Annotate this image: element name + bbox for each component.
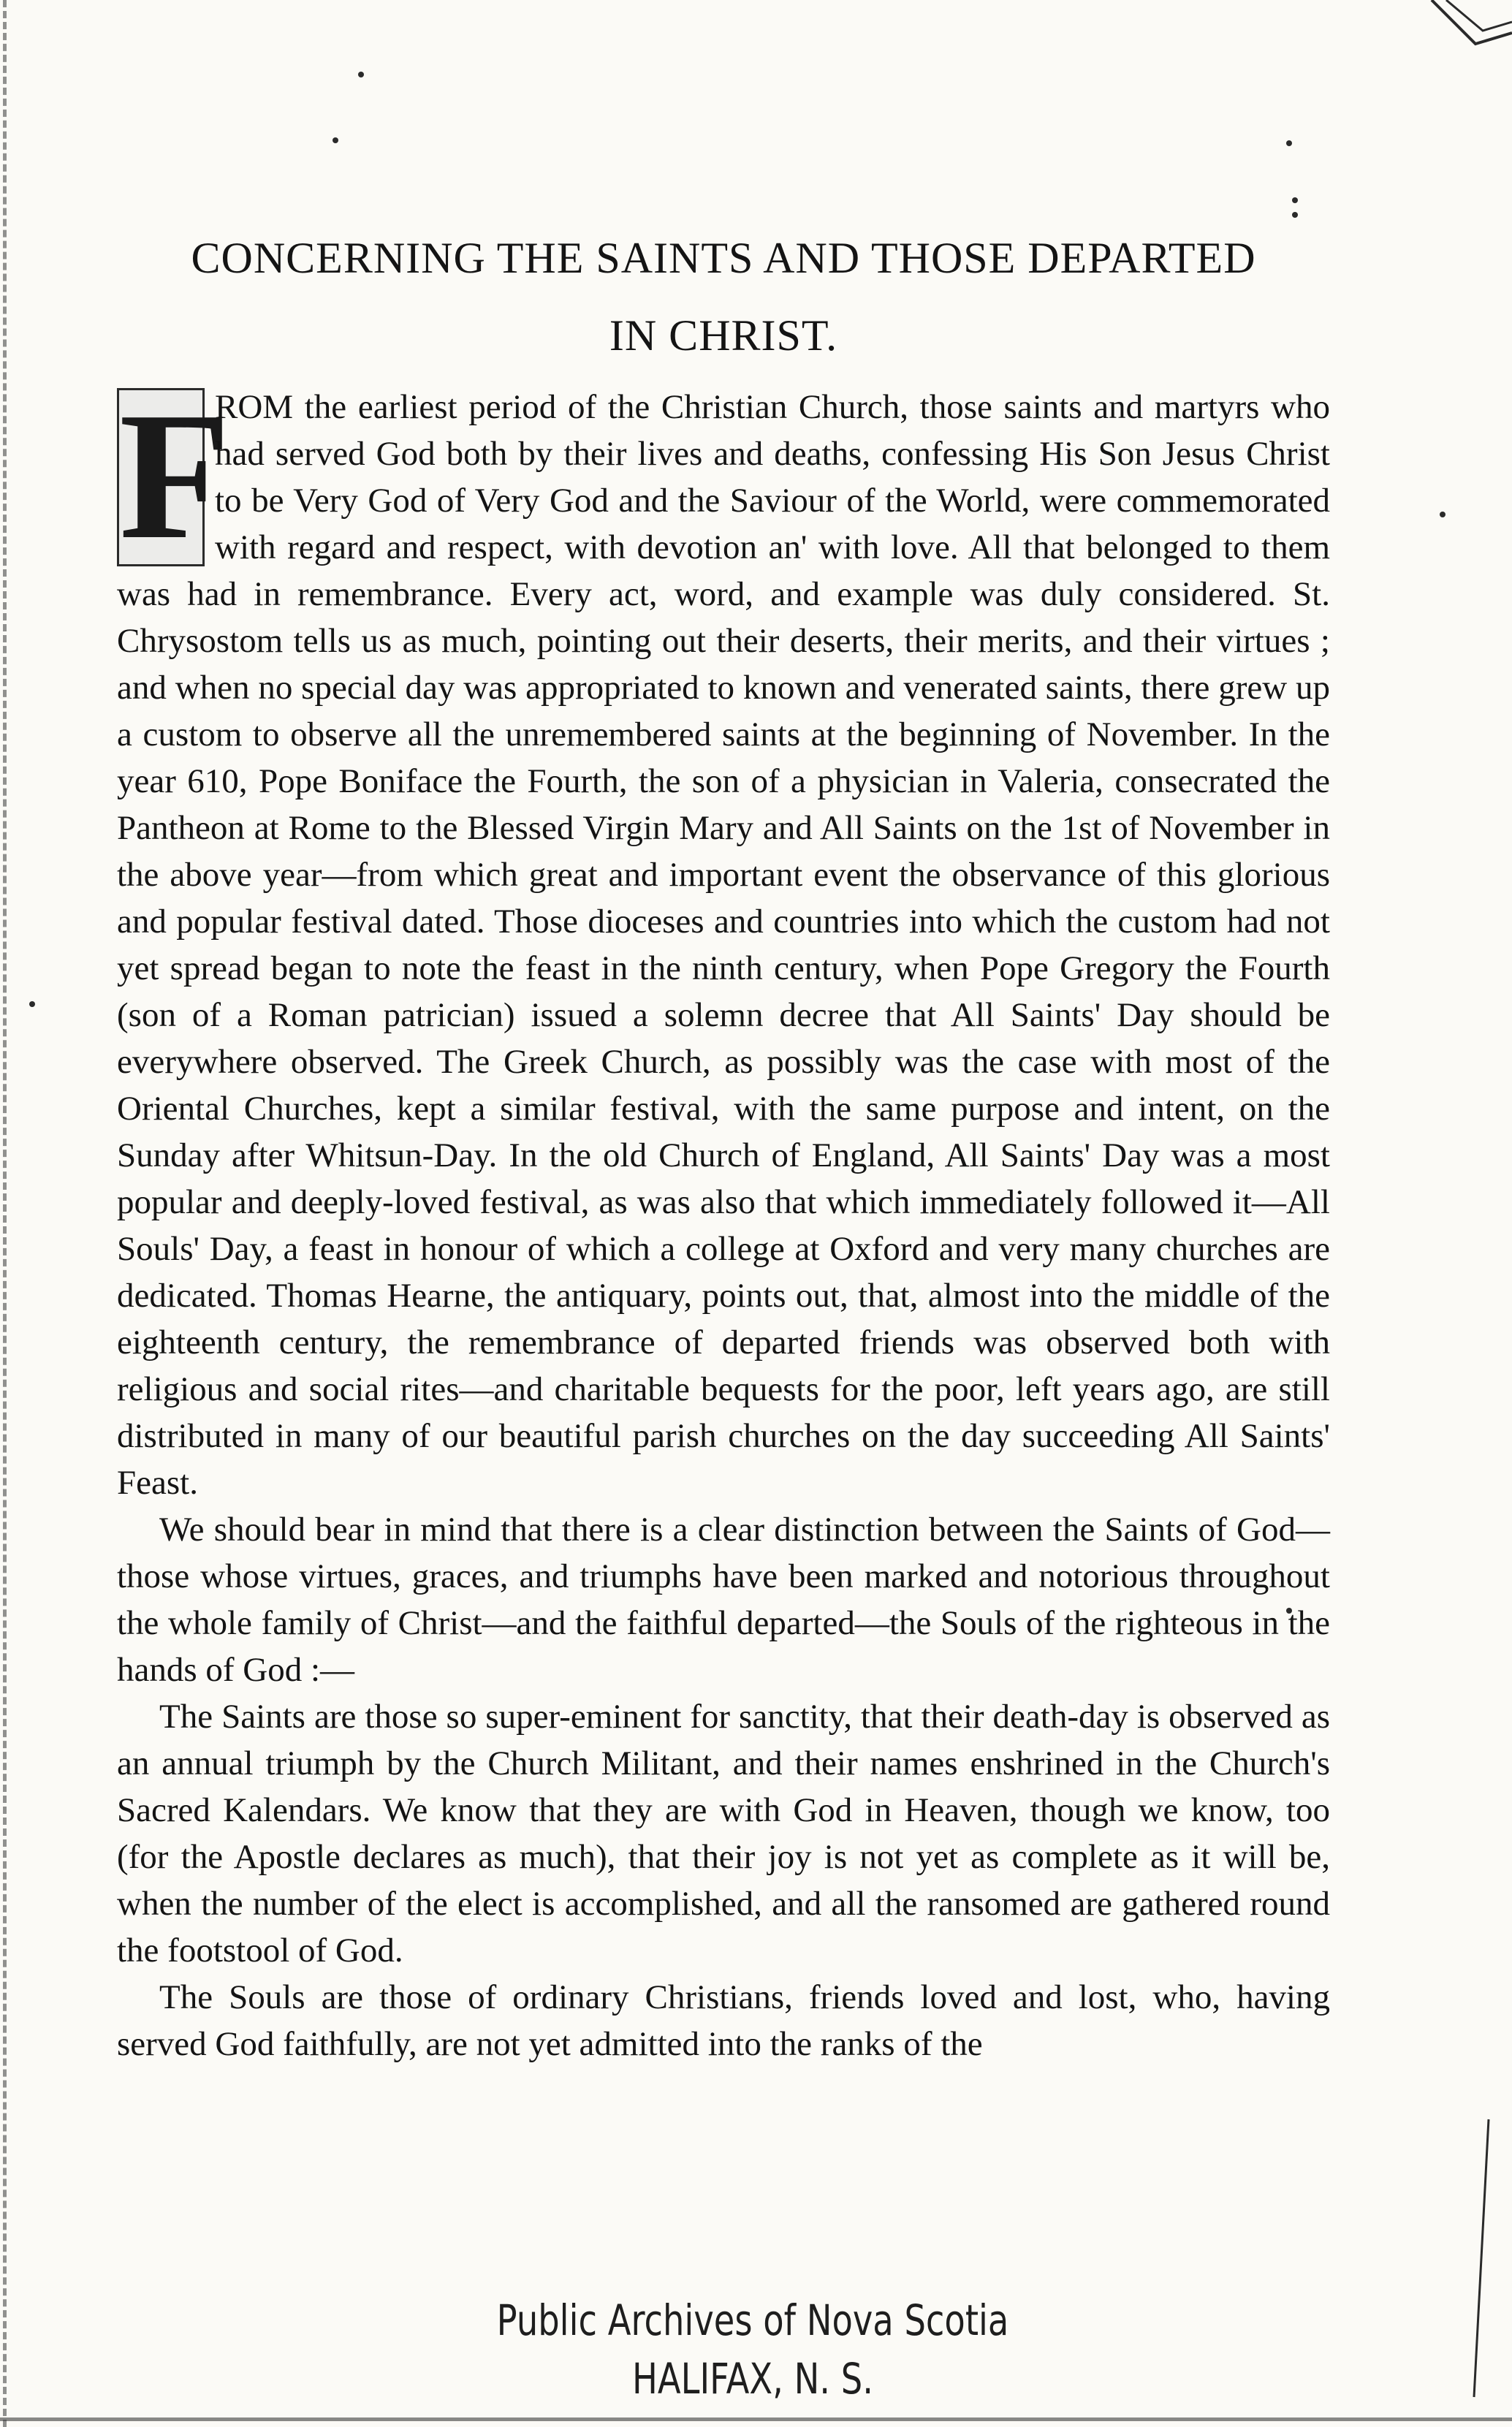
speck	[1286, 140, 1292, 146]
page-edge-left	[3, 0, 17, 2427]
paragraph-2: We should bear in mind that there is a clear distinction between the Saints of God—those whose virtues, graces, and triumphs have been marked and notorious throughout the whole family of Christ—and the faithful departed—the Souls of the righteous in the hands of God :—	[117, 1511, 1330, 1689]
stamp-line-2: HALIFAX, N. S.	[631, 2354, 874, 2404]
article-body	[117, 375, 1330, 2067]
page-edge-right	[1467, 2119, 1496, 2397]
archive-stamp	[443, 2291, 1063, 2408]
page-corner-fold	[1424, 0, 1512, 51]
page-edge-bottom	[0, 2417, 1512, 2421]
paragraph-3: The Saints are those so super-eminent for sanctity, that their death-day is observed as an annual triumph by the Church Militant, and their names enshrined in the Church's Sacred Kalendars. We know that they are with God in Heaven, though we know, too (for the Apostle declares as much), that their joy is not yet as complete as it will be, when the number of the elect is accomplished, and all the ransomed are gathered round the footstool of God.	[117, 1698, 1330, 1970]
drop-cap: F	[117, 388, 205, 566]
paragraph-1-text: ROM the earliest period of the Christian Church, those saints and martyrs who had served God both by their lives and deaths, confessing His Son Jesus Christ to be Very God of Very God and the Saviour of the World, were commemorated with regard and respect, with devotion an' with love. All that belonged to them was had in remembrance. Every act, word, and example was duly considered. St. Chrysostom tells us as much, pointing out their deserts, their merits, and their virtues ; and when no special day was appropriated to known and venerated saints, there grew up a custom to observe all the unremembered saints at the beginning of November. In the year 610, Pope Boniface the Fourth, the son of a physician in Valeria, consecrated the Pantheon at Rome to the Blessed Virgin Mary and All Saints on the 1st of November in the above year—from which great and important event the observance of this glorious and popular festival dated. Those dioceses and countries into which the custom had not yet spread began to note the feast in the ninth century, when Pope Gregory the Fourth (son of a Roman patrician) issued a solemn decree that All Saints' Day should be everywhere observed. The Greek Church, as possibly was the case with most of the Oriental Churches, kept a similar festival, with the same purpose and intent, on the Sunday after Whitsun-Day. In the old Church of England, All Saints' Day was a most popular and deeply-loved festival, as was also that which immediately followed it—All Souls' Day, a feast in honour of which a college at Oxford and very many churches are dedicated. Thomas Hearne, the antiquary, points out, that, almost into the middle of the eighteenth century, the remembrance of departed friends was observed both with religious and social rites—and charitable bequests for the poor, left years ago, are still distributed in many of our beautiful parish churches on the day succeeding All Saints' Feast.	[117, 388, 1330, 1502]
speck	[1292, 197, 1298, 203]
speck	[333, 137, 338, 143]
title-line-1: CONCERNING THE SAINTS AND THOSE DEPARTED	[191, 234, 1256, 282]
speck	[1440, 512, 1445, 517]
speck	[29, 1001, 35, 1007]
document-title	[110, 219, 1337, 374]
speck	[358, 72, 364, 77]
paragraph-1	[117, 375, 1330, 1506]
speck	[1292, 212, 1298, 218]
stamp-line-1: Public Archives of Nova Scotia	[496, 2295, 1009, 2345]
paragraph-4: The Souls are those of ordinary Christians, friends loved and lost, who, having served God faithfully, are not yet admitted into the ranks of the	[117, 1978, 1330, 2063]
title-line-2: IN CHRIST.	[609, 311, 838, 360]
